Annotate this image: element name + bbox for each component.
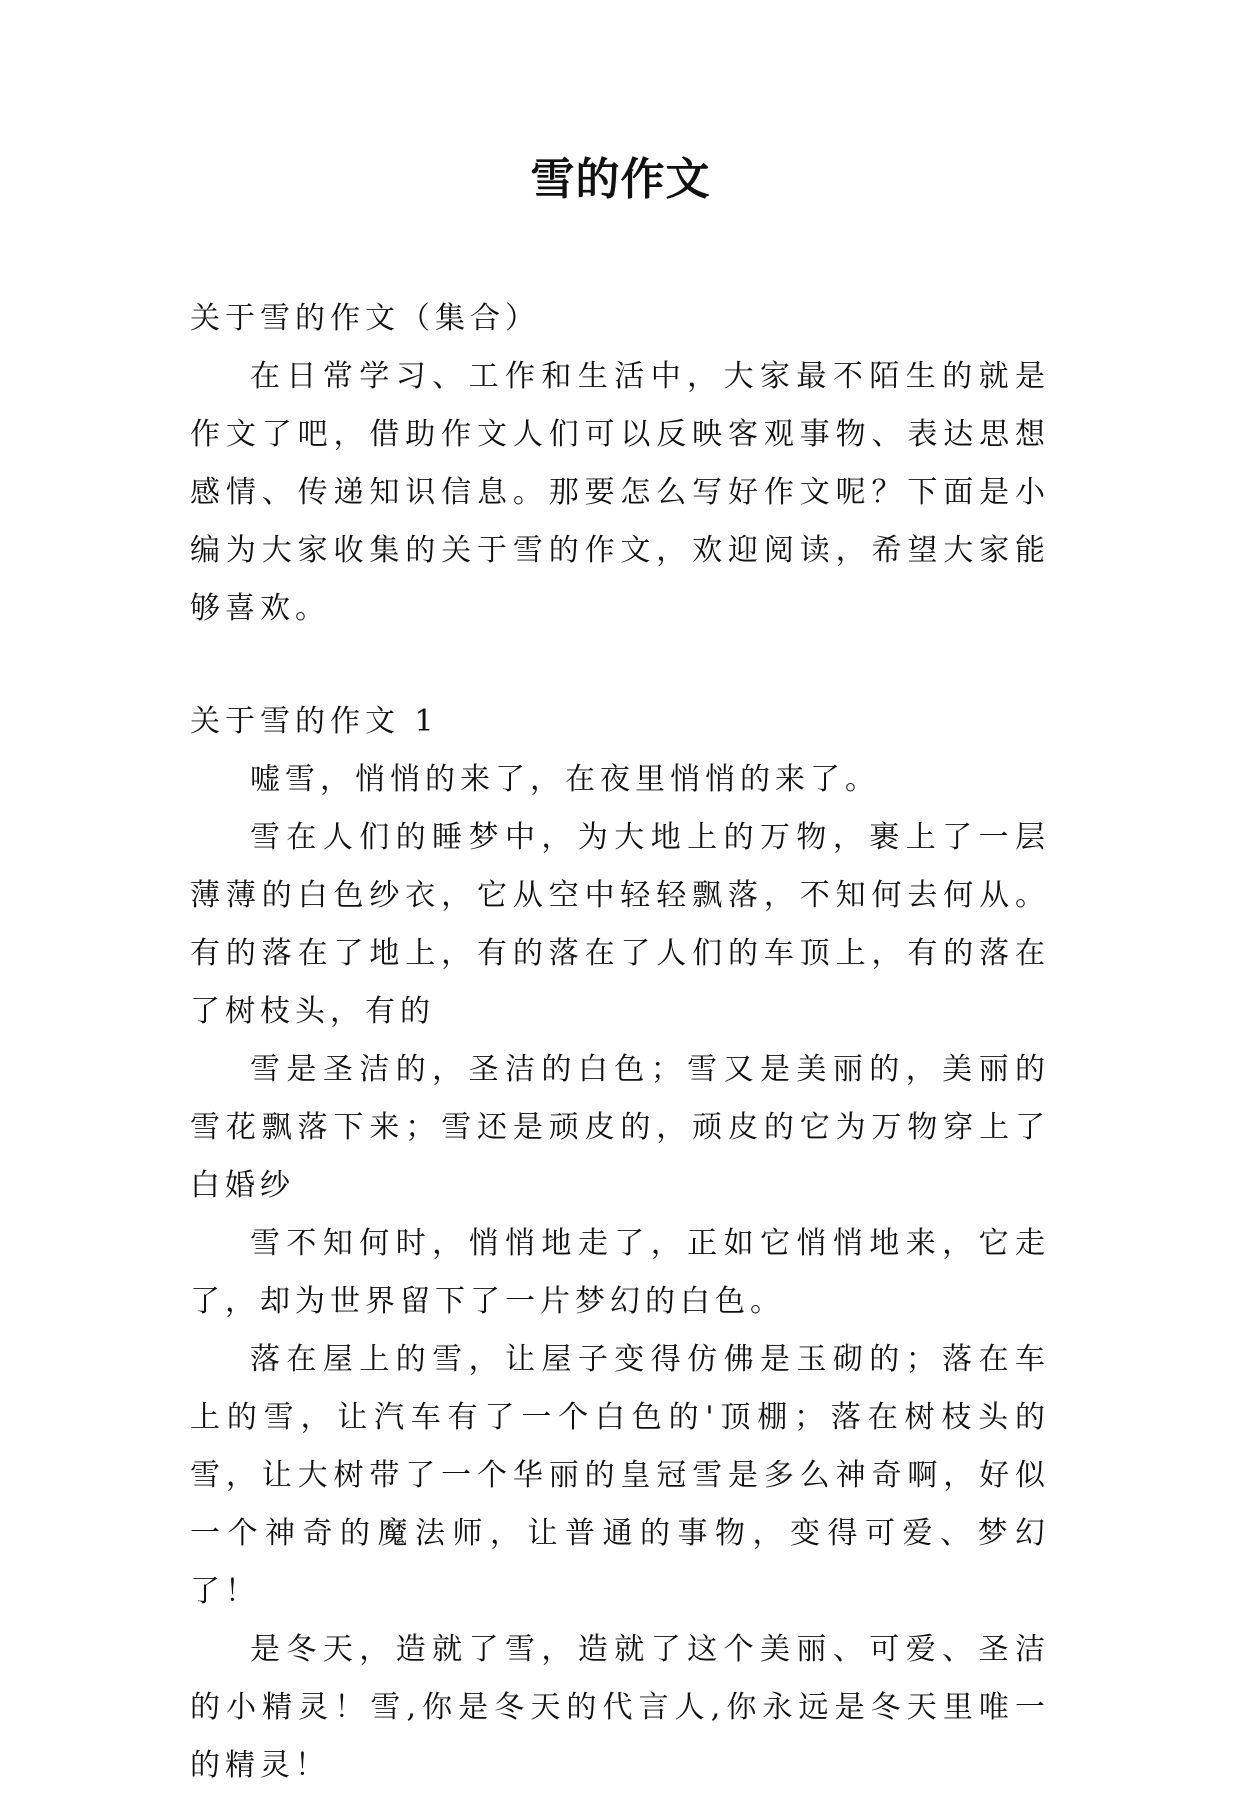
essay1-paragraph-5: 落在屋上的雪，让屋子变得仿佛是玉砌的；落在车上的雪，让汽车有了一个白色的'顶棚；落在树枝头的雪，让大树带了一个华丽的皇冠雪是多么神奇啊，好似一个神奇的魔法师，让普通的事物，变得可爱、梦幻了！ bbox=[190, 1342, 1050, 1609]
essay1-paragraph-1: 嘘雪，悄悄的来了，在夜里悄悄的来了。 bbox=[250, 762, 880, 797]
essay1-paragraph-4: 雪不知何时，悄悄地走了，正如它悄悄地来，它走了，却为世界留下了一片梦幻的白色。 bbox=[190, 1226, 1050, 1319]
intro-heading: 关于雪的作文（集合） bbox=[190, 301, 540, 336]
document-body bbox=[190, 290, 1050, 1795]
essay1-paragraph-2: 雪在人们的睡梦中，为大地上的万物，裹上了一层薄薄的白色纱衣，它从空中轻轻飘落，不知何去何从。有的落在了地上，有的落在了人们的车顶上，有的落在了树枝头，有的 bbox=[190, 820, 1050, 1029]
document-title: 雪的作文 bbox=[530, 154, 711, 205]
intro-paragraph: 在日常学习、工作和生活中，大家最不陌生的就是作文了吧，借助作文人们可以反映客观事物、表达思想感情、传递知识信息。那要怎么写好作文呢？下面是小编为大家收集的关于雪的作文，欢迎阅读，希望大家能够喜欢。 bbox=[190, 359, 1050, 626]
essay1-heading: 关于雪的作文 1 bbox=[190, 704, 439, 739]
essay1-paragraph-6: 是冬天，造就了雪，造就了这个美丽、可爱、圣洁的小精灵！雪,你是冬天的代言人,你永远是冬天里唯一的精灵！ bbox=[190, 1632, 1050, 1783]
essay1-paragraph-3: 雪是圣洁的，圣洁的白色；雪又是美丽的，美丽的雪花飘落下来；雪还是顽皮的，顽皮的它为万物穿上了白婚纱 bbox=[190, 1052, 1050, 1203]
